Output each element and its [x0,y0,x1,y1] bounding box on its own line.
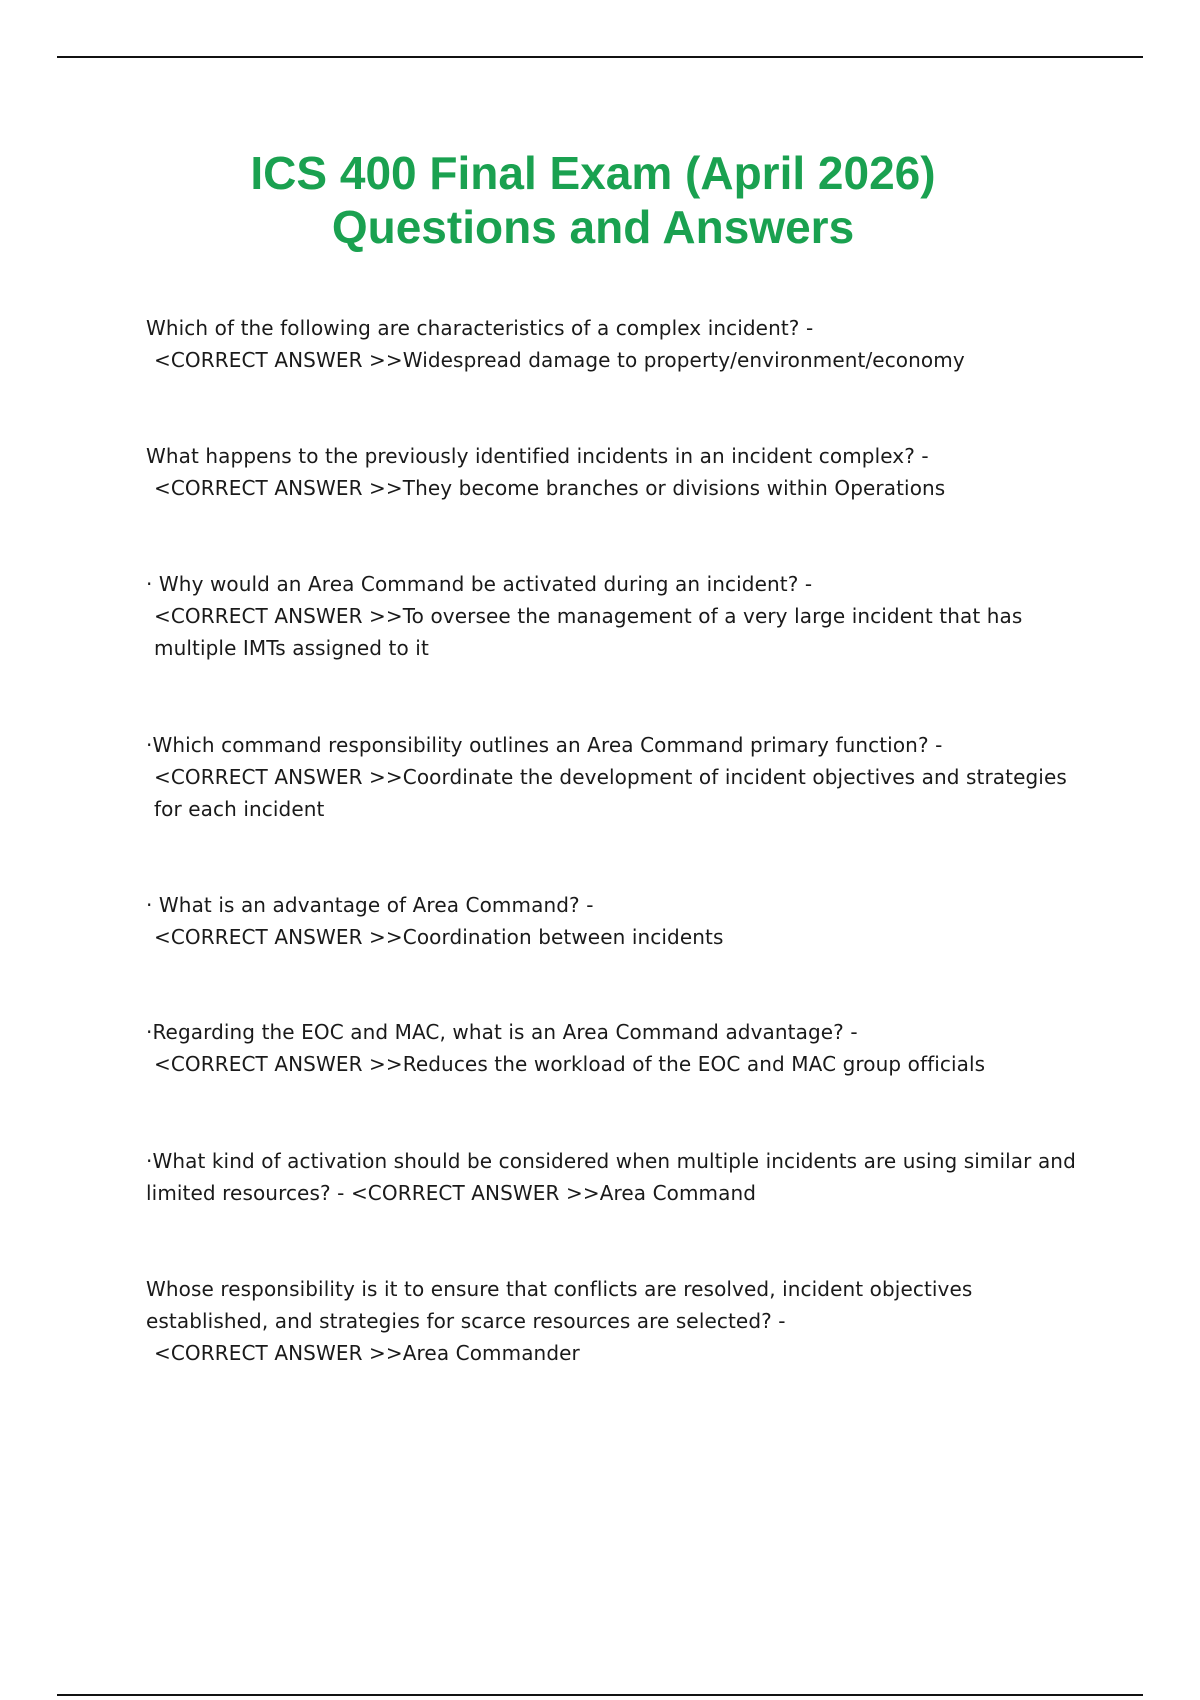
qa-item [146,729,1086,889]
answer-text: <CORRECT ANSWER >>They become branches or divisions within Operations [154,476,946,500]
question-text: ·What kind of activation should be considered when multiple incidents are using similar and limited resources? - [146,1149,1076,1205]
question-text: · Why would an Area Command be activated during an incident? - [146,572,813,596]
answer-text: <CORRECT ANSWER >>To oversee the management of a very large incident that has multiple IMTs assigned to it [154,604,1023,660]
footer-rule [57,1694,1143,1696]
header-rule [57,56,1143,58]
question-text: ·Regarding the EOC and MAC, what is an Area Command advantage? - [146,1020,858,1044]
title-line-2: Questions and Answers [331,201,855,253]
qa-item [146,440,1086,568]
question-text: ·Which command responsibility outlines an Area Command primary function? - [146,733,943,757]
document-title [0,146,1186,254]
answer-text: <CORRECT ANSWER >>Coordinate the development of incident objectives and strategies for each incident [154,765,1067,821]
question-text: What happens to the previously identified incidents in an incident complex? - [146,444,929,468]
answer-text: <CORRECT ANSWER >>Area Command [350,1181,757,1205]
title-line-1: ICS 400 Final Exam (April 2026) [250,147,936,199]
answer-text: <CORRECT ANSWER >>Coordination between incidents [154,925,724,949]
answer-text: <CORRECT ANSWER >>Widespread damage to property/environment/economy [154,348,965,372]
answer-text: <CORRECT ANSWER >>Area Commander [154,1341,580,1365]
question-text: Whose responsibility is it to ensure that conflicts are resolved, incident objectives established, and strategies for scarce resources are selected? - [146,1277,973,1333]
qa-item [146,1145,1086,1273]
qa-item [146,568,1086,729]
qa-item [146,312,1086,440]
question-text: Which of the following are characteristics of a complex incident? - [146,316,814,340]
answer-text: <CORRECT ANSWER >>Reduces the workload of the EOC and MAC group officials [154,1052,986,1076]
qa-item [146,1273,1086,1403]
qa-list [146,312,1086,1403]
question-text: · What is an advantage of Area Command? - [146,893,594,917]
qa-item [146,889,1086,1016]
qa-item [146,1016,1086,1145]
